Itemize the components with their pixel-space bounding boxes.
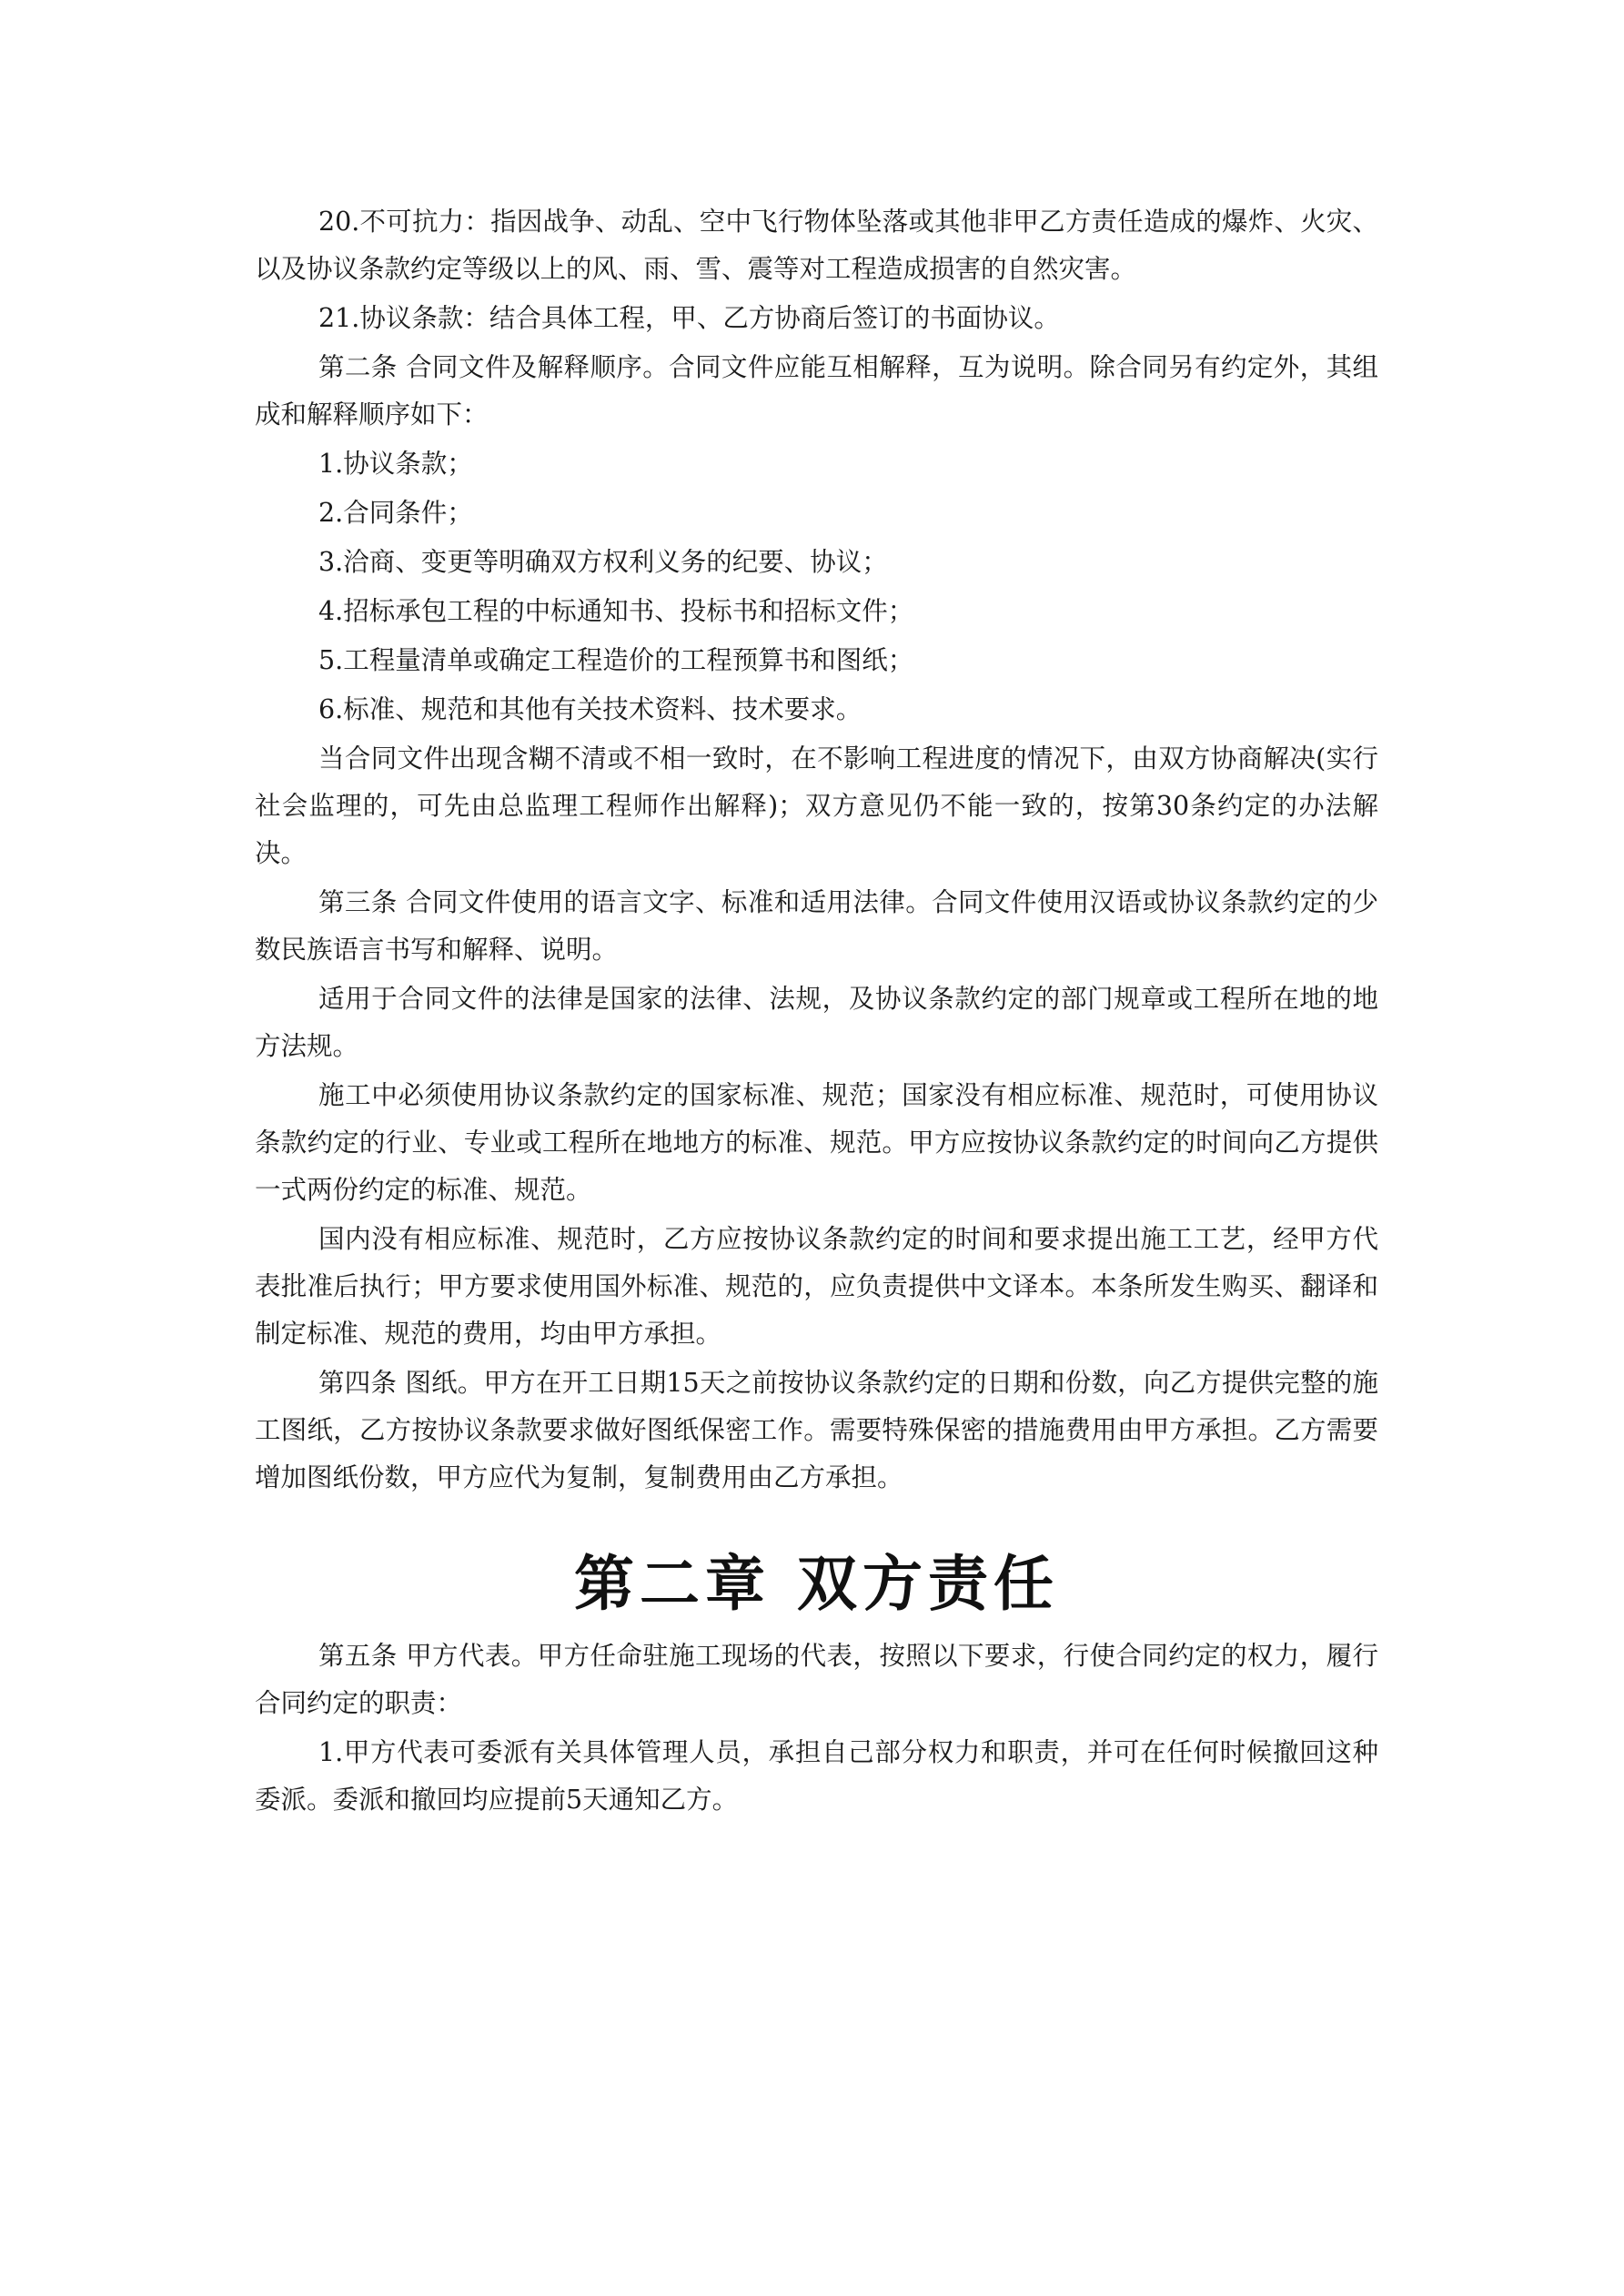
list-item: 1.甲方代表可委派有关具体管理人员，承担自己部分权力和职责，并可在任何时候撤回这种委派。委派和撤回均应提前5天通知乙方。 (255, 1737, 1378, 1815)
paragraph-ambiguity: 当合同文件出现含糊不清或不相一致时，在不影响工程进度的情况下，由双方协商解决(实行社会监理的，可先由总监理工程师作出解释)；双方意见仍不能一致的，按第30条约定的办法解决。 (255, 743, 1378, 868)
paragraph-standards: 施工中必须使用协议条款约定的国家标准、规范；国家没有相应标准、规范时，可使用协议条款约定的行业、专业或工程所在地地方的标准、规范。甲方应按协议条款约定的时间向乙方提供一式两份约定的标准、规范。 (255, 1080, 1378, 1205)
paragraph-applicable-law: 适用于合同文件的法律是国家的法律、法规，及协议条款约定的部门规章或工程所在地的地方法规。 (255, 984, 1378, 1061)
paragraph-force-majeure: 20.不可抗力：指因战争、动乱、空中飞行物体坠落或其他非甲乙方责任造成的爆炸、火灾、以及协议条款约定等级以上的风、雨、雪、震等对工程造成损害的自然灾害。 (255, 207, 1378, 284)
list-item: 5.工程量清单或确定工程造价的工程预算书和图纸； (318, 645, 914, 675)
paragraph-foreign-standards: 国内没有相应标准、规范时，乙方应按协议条款约定的时间和要求提出施工工艺，经甲方代表批准后执行；甲方要求使用国外标准、规范的，应负责提供中文译本。本条所发生购买、翻译和制定标准、规范的费用，均由甲方承担。 (255, 1224, 1378, 1349)
list-item: 4.招标承包工程的中标通知书、投标书和招标文件； (318, 596, 914, 626)
paragraph-article-2: 第二条 合同文件及解释顺序。合同文件应能互相解释，互为说明。除合同另有约定外，其组成和解释顺序如下： (255, 352, 1378, 430)
paragraph-article-3: 第三条 合同文件使用的语言文字、标准和适用法律。合同文件使用汉语或协议条款约定的少数民族语言书写和解释、说明。 (255, 887, 1378, 965)
document-body (255, 198, 1378, 1826)
paragraph-article-4: 第四条 图纸。甲方在开工日期15天之前按协议条款约定的日期和份数，向乙方提供完整的施工图纸，乙方按协议条款要求做好图纸保密工作。需要特殊保密的措施费用由甲方承担。乙方需要增加图纸份数，甲方应代为复制，复制费用由乙方承担。 (255, 1368, 1378, 1492)
list-item: 2.合同条件； (318, 498, 473, 528)
list-item: 6.标准、规范和其他有关技术资料、技术要求。 (318, 694, 862, 724)
chapter-title: 第二章 双方责任 (574, 1549, 1059, 1619)
list-item: 3.洽商、变更等明确双方权利义务的纪要、协议； (318, 547, 888, 577)
list-item: 1.协议条款； (318, 449, 473, 479)
paragraph-article-5: 第五条 甲方代表。甲方任命驻施工现场的代表，按照以下要求，行使合同约定的权力，履行合同约定的职责： (255, 1641, 1378, 1718)
paragraph-agreement-terms: 21.协议条款：结合具体工程，甲、乙方协商后签订的书面协议。 (318, 303, 1060, 333)
